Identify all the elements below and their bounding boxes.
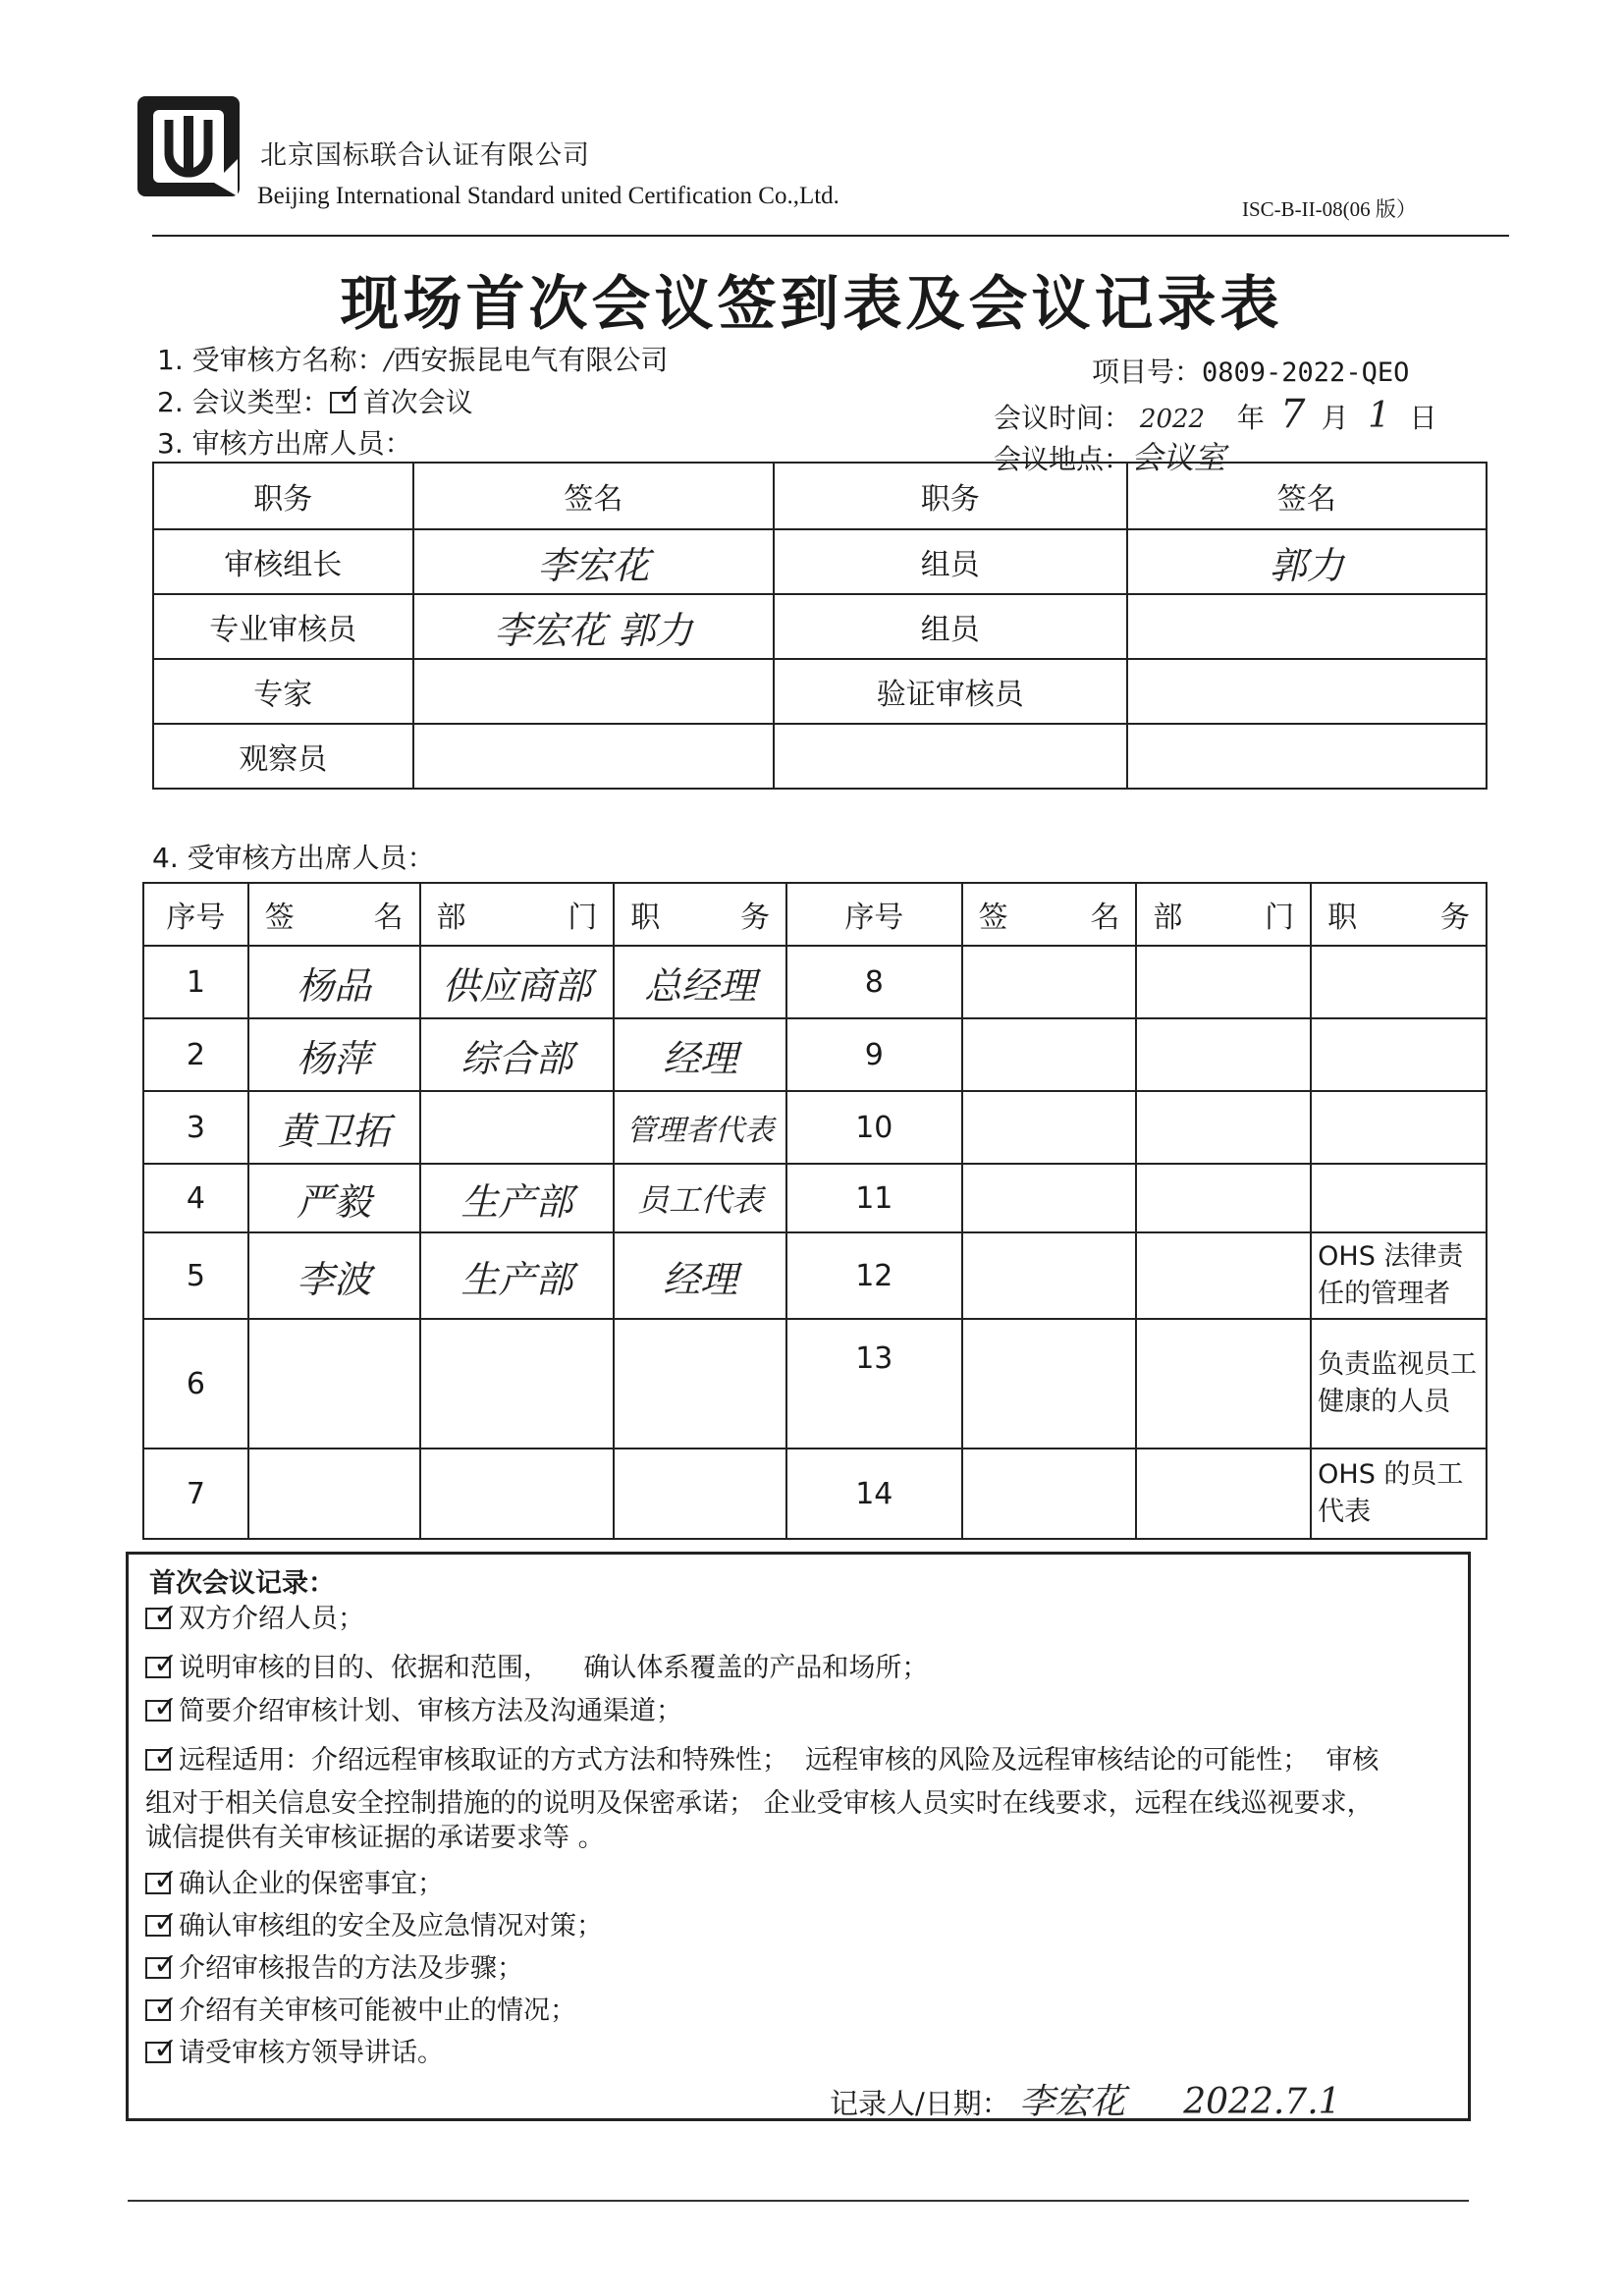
header-pos: 职 务 [614, 883, 786, 946]
department-cell: 供应商部 [420, 946, 615, 1018]
department-cell [420, 1091, 615, 1164]
signature-cell: 黄卫拓 [248, 1091, 420, 1164]
department-cell [1136, 1164, 1311, 1232]
table-row [153, 529, 1487, 594]
department-cell [1136, 1018, 1311, 1091]
list-item: ✓ 请受审核方领导讲话。 [145, 2032, 1466, 2075]
list-item: ✓ 确认审核组的安全及应急情况对策； [145, 1905, 1466, 1948]
table-row [143, 1164, 1487, 1232]
department-cell [1136, 1091, 1311, 1164]
auditee-name-value: 西安振昆电气有限公司 [393, 344, 669, 376]
signature-cell [962, 1091, 1137, 1164]
signature-cell [413, 724, 774, 789]
auditor-attendees-label: 3. 审核方出席人员： [157, 427, 412, 460]
signature-cell [248, 1319, 420, 1449]
header-serial: 序号 [143, 883, 248, 946]
serial-cell: 2 [143, 1018, 248, 1091]
position-cell: 经理 [614, 1232, 786, 1319]
header-pos: 职 务 [1311, 883, 1487, 946]
meeting-type-line [157, 378, 473, 420]
project-number-label: 项目号： [1092, 355, 1203, 388]
auditee-name-label: 1. 受审核方名称： [157, 344, 385, 376]
table-row [143, 1018, 1487, 1091]
role-cell: 组员 [774, 529, 1126, 594]
signature-cell [413, 659, 774, 724]
table-row [153, 659, 1487, 724]
position-cell: OHS 的员工代表 [1311, 1449, 1487, 1539]
serial-cell: 9 [786, 1018, 962, 1091]
signature-cell [962, 946, 1137, 1018]
department-cell [1136, 1319, 1311, 1449]
signature-cell [1127, 594, 1487, 659]
department-cell [420, 1319, 615, 1449]
meeting-time-label: 会议时间： [994, 402, 1132, 434]
meeting-place-label: 会议地点： [994, 443, 1132, 475]
role-cell: 观察员 [153, 724, 413, 789]
auditor-attendance-table [152, 462, 1488, 790]
serial-cell: 11 [786, 1164, 962, 1232]
position-cell [1311, 1091, 1487, 1164]
page-title: 现场首次会议签到表及会议记录表 [340, 270, 1283, 339]
project-number-line [1092, 351, 1409, 390]
checkbox-checked-icon: ✓ [145, 2042, 171, 2063]
department-cell [1136, 1449, 1311, 1539]
role-cell: 审核组长 [153, 529, 413, 594]
checkbox-checked-icon: ✓ [330, 392, 355, 413]
checkbox-checked-icon: ✓ [145, 1608, 171, 1629]
position-cell: 总经理 [614, 946, 786, 1018]
checkbox-checked-icon: ✓ [145, 1873, 171, 1894]
role-cell: 专业审核员 [153, 594, 413, 659]
signature-cell: 李宏花 郭力 [413, 594, 774, 659]
header-sign: 签 名 [962, 883, 1137, 946]
position-cell [614, 1319, 786, 1449]
footer-divider [128, 2200, 1469, 2202]
department-cell: 生产部 [420, 1232, 615, 1319]
checkbox-checked-icon: ✓ [145, 1915, 171, 1937]
position-cell: 员工代表 [614, 1164, 786, 1232]
serial-cell: 7 [143, 1449, 248, 1539]
table-row [143, 1449, 1487, 1539]
department-cell [1136, 946, 1311, 1018]
list-item-continuation: 组对于相关信息安全控制措施的的说明及保密承诺； 企业受审核人员实时在线要求，远程在线巡视要求， [145, 1788, 1374, 1819]
department-cell: 综合部 [420, 1018, 615, 1091]
serial-cell: 1 [143, 946, 248, 1018]
serial-cell: 8 [786, 946, 962, 1018]
header-dept: 部 门 [1136, 883, 1311, 946]
recorder-signature: 李宏花 [1019, 2082, 1126, 2122]
meeting-place-value: 会议室 [1131, 439, 1226, 476]
table-row [143, 946, 1487, 1018]
position-cell [1311, 1018, 1487, 1091]
list-item: ✓ 确认企业的保密事宜； [145, 1863, 1466, 1906]
table-row [153, 594, 1487, 659]
company-logo-icon [135, 94, 242, 198]
signature-cell: 郭力 [1127, 529, 1487, 594]
header-sign: 签 名 [248, 883, 420, 946]
position-cell: 负责监视员工健康的人员 [1311, 1319, 1487, 1449]
signature-cell [1127, 724, 1487, 789]
recorder-date: 2022.7.1 [1183, 2082, 1341, 2122]
signature-cell [962, 1018, 1137, 1091]
auditee-name-line: 1. 受审核方名称：/西安振昆电气有限公司 [157, 344, 669, 376]
list-item: ✓ 说明审核的目的、依据和范围， 确认体系覆盖的产品和场所； [145, 1647, 1466, 1690]
signature-cell [248, 1449, 420, 1539]
project-number-value: 0809-2022-QEO [1202, 357, 1410, 388]
position-cell: 经理 [614, 1018, 786, 1091]
document-code: ISC-B-II-08(06 版） [1242, 197, 1417, 221]
table-row [143, 1319, 1487, 1449]
position-cell: 管理者代表 [614, 1091, 786, 1164]
list-item-continuation: 诚信提供有关审核证据的承诺要求等 。 [145, 1823, 605, 1853]
table-row [143, 1091, 1487, 1164]
month-unit: 月 [1321, 402, 1349, 434]
list-item: ✓ 介绍审核报告的方法及步骤； [145, 1947, 1466, 1991]
signature-cell: 杨萍 [248, 1018, 420, 1091]
signature-cell [1127, 659, 1487, 724]
checkbox-checked-icon: ✓ [145, 1657, 171, 1678]
serial-cell: 4 [143, 1164, 248, 1232]
header-dept: 部 门 [420, 883, 615, 946]
signature-cell: 杨品 [248, 946, 420, 1018]
checkbox-checked-icon: ✓ [145, 1700, 171, 1722]
list-item: ✓ 远程适用：介绍远程审核取证的方式方法和特殊性； 远程审核的风险及远程审核结论的可能性； 审核 [145, 1739, 1466, 1782]
signature-cell: 李宏花 [413, 529, 774, 594]
header-signature: 签名 [413, 463, 774, 529]
meeting-year: 2022 [1139, 405, 1206, 434]
serial-cell: 13 [786, 1319, 962, 1449]
checkbox-checked-icon: ✓ [145, 1749, 171, 1771]
day-unit: 日 [1409, 402, 1437, 434]
header-signature: 签名 [1127, 463, 1487, 529]
year-unit: 年 [1236, 402, 1265, 434]
meeting-day: 1 [1368, 396, 1391, 436]
recorder-label: 记录人/日期： [830, 2087, 1010, 2120]
position-cell [1311, 1164, 1487, 1232]
role-cell [774, 724, 1126, 789]
auditee-attendance-table [142, 882, 1488, 1540]
header-serial: 序号 [786, 883, 962, 946]
department-cell: 生产部 [420, 1164, 615, 1232]
position-cell [1311, 946, 1487, 1018]
table-row [143, 1232, 1487, 1319]
auditee-attendees-label: 4. 受审核方出席人员： [152, 842, 435, 874]
role-cell: 组员 [774, 594, 1126, 659]
serial-cell: 12 [786, 1232, 962, 1319]
signature-cell [962, 1232, 1137, 1319]
list-item: ✓ 简要介绍审核计划、审核方法及沟通渠道； [145, 1690, 1466, 1733]
header-position: 职务 [774, 463, 1126, 529]
checkbox-checked-icon: ✓ [145, 1999, 171, 2021]
table-row [153, 724, 1487, 789]
signature-cell: 李波 [248, 1232, 420, 1319]
serial-cell: 3 [143, 1091, 248, 1164]
signature-cell [962, 1319, 1137, 1449]
serial-cell: 10 [786, 1091, 962, 1164]
checkbox-checked-icon: ✓ [145, 1957, 171, 1979]
header-position: 职务 [153, 463, 413, 529]
meeting-type-label: 2. 会议类型： [157, 386, 330, 418]
position-cell: OHS 法律责任的管理者 [1311, 1232, 1487, 1319]
meeting-type-value: 首次会议 [362, 386, 473, 418]
serial-cell: 6 [143, 1319, 248, 1449]
signature-cell: 严毅 [248, 1164, 420, 1232]
meeting-time-line [994, 392, 1437, 437]
meeting-month: 7 [1280, 392, 1306, 437]
department-cell [1136, 1232, 1311, 1319]
company-name-en: Beijing International Standard united Certification Co.,Ltd. [257, 183, 839, 209]
role-cell: 专家 [153, 659, 413, 724]
role-cell: 验证审核员 [774, 659, 1126, 724]
company-name-cn: 北京国标联合认证有限公司 [260, 140, 590, 171]
serial-cell: 5 [143, 1232, 248, 1319]
meeting-record-heading: 首次会议记录： [149, 1568, 335, 1599]
department-cell [420, 1449, 615, 1539]
list-item: ✓ 介绍有关审核可能被中止的情况； [145, 1990, 1466, 2033]
header-divider [152, 235, 1509, 237]
signature-cell [962, 1449, 1137, 1539]
serial-cell: 14 [786, 1449, 962, 1539]
signature-cell [962, 1164, 1137, 1232]
position-cell [614, 1449, 786, 1539]
list-item: ✓ 双方介绍人员； [145, 1598, 1466, 1641]
recorder-line [830, 2074, 1341, 2124]
